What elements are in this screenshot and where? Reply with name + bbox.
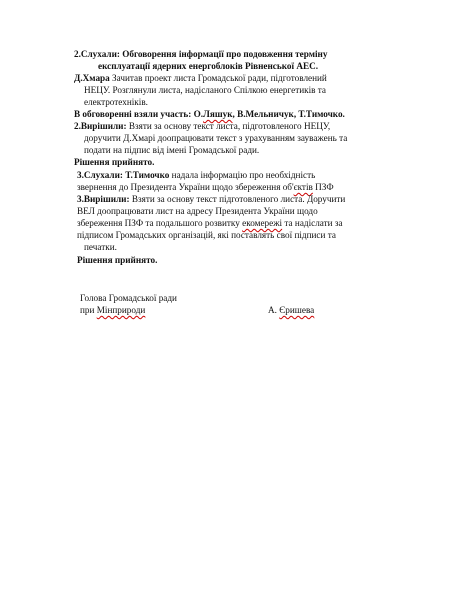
item3-heard-text-2-end: ПЗФ: [312, 182, 334, 192]
signature-title-line1: Голова Громадської ради: [80, 293, 177, 303]
item3-decided-line2: ВЕЛ доопрацювати лист на адресу Президента України щодо: [77, 206, 318, 216]
item2-discussion-part1: О.: [191, 109, 204, 119]
signature-title-prefix: при: [80, 305, 97, 315]
item3-decided-line4: підписом Громадських організацій, які поставлять свої підписи та: [77, 230, 336, 240]
item2-speaker-name: Д.Хмара: [74, 73, 110, 83]
item3-decided-text-3b: та надіслати за: [282, 218, 343, 228]
item3-decided-line5: печатки.: [84, 242, 117, 252]
item2-heard-label: 2.Слухали:: [74, 49, 120, 59]
item2-decided-line1: [74, 120, 330, 132]
item2-discussion-name-underlined: Ляшук: [203, 109, 233, 119]
item2-speaker-line2: НЕЦУ. Розглянули листа, надісланого Спілкою енергетиків та: [84, 85, 326, 95]
item2-decided-line3: подати на підпис від імені Громадської ради.: [84, 145, 260, 155]
item3-heard-line2: [77, 181, 334, 193]
signature-name: [268, 304, 314, 316]
item2-accepted: Рішення прийнято.: [74, 157, 155, 167]
item2-decided-label: 2.Вирішили:: [74, 121, 127, 131]
item3-heard-name: Т.Тимочко: [122, 170, 170, 180]
item3-decided-label: 3.Вирішили:: [77, 194, 130, 204]
item2-decided-text-1: Взяти за основу текст листа, підготовленого НЕЦУ,: [126, 121, 331, 131]
item2-discussion-part2: , В.Мельничук, Т.Тимочко.: [232, 109, 345, 119]
item3-decided-word-underlined: екомережі: [242, 218, 283, 228]
item3-decided-text-1: Взяти за основу текст підготовленого листа. Доручити: [129, 194, 346, 204]
item3-heard-line1: [77, 169, 315, 181]
item2-discussion-label: В обговоренні взяли участь:: [74, 109, 192, 119]
item3-heard-text-2: звернення до Президента України щодо збереження об': [77, 182, 294, 192]
item3-decided-line3: [77, 217, 343, 229]
item3-decided-line1: [77, 193, 345, 205]
signature-title-line2: [80, 304, 145, 316]
item2-speaker-text-1: Зачитав проект листа Громадської ради, підготовлений: [109, 73, 327, 83]
item2-decided-line2: доручити Д.Хмарі доопрацювати текст з урахуванням зауважень та: [84, 133, 348, 143]
item2-heard-text-1: Обговорення інформації про подовження терміну: [119, 49, 328, 59]
item2-heard-line2: експлуатації ядерних енергоблоків Рівненської АЕС.: [98, 61, 319, 71]
signature-ministry-underlined: Мінприроди: [96, 305, 146, 315]
item3-decided-text-3a: збереження ПЗФ та подальшого розвитку: [77, 218, 243, 228]
item3-heard-label: 3.Слухали:: [77, 170, 123, 180]
item2-discussion-line: [74, 108, 345, 120]
item3-heard-text-1: надала інформацію про необхідність: [169, 170, 316, 180]
item2-heard-line1: [74, 48, 327, 60]
item2-speaker-line1: [74, 72, 327, 84]
signature-name-initial: А.: [268, 305, 280, 315]
signature-name-underlined: Єришева: [279, 305, 315, 315]
item3-accepted: Рішення прийнято.: [77, 255, 158, 265]
item2-speaker-line3: електротехніків.: [84, 97, 148, 107]
item3-heard-word-underlined: єктів: [293, 182, 313, 192]
